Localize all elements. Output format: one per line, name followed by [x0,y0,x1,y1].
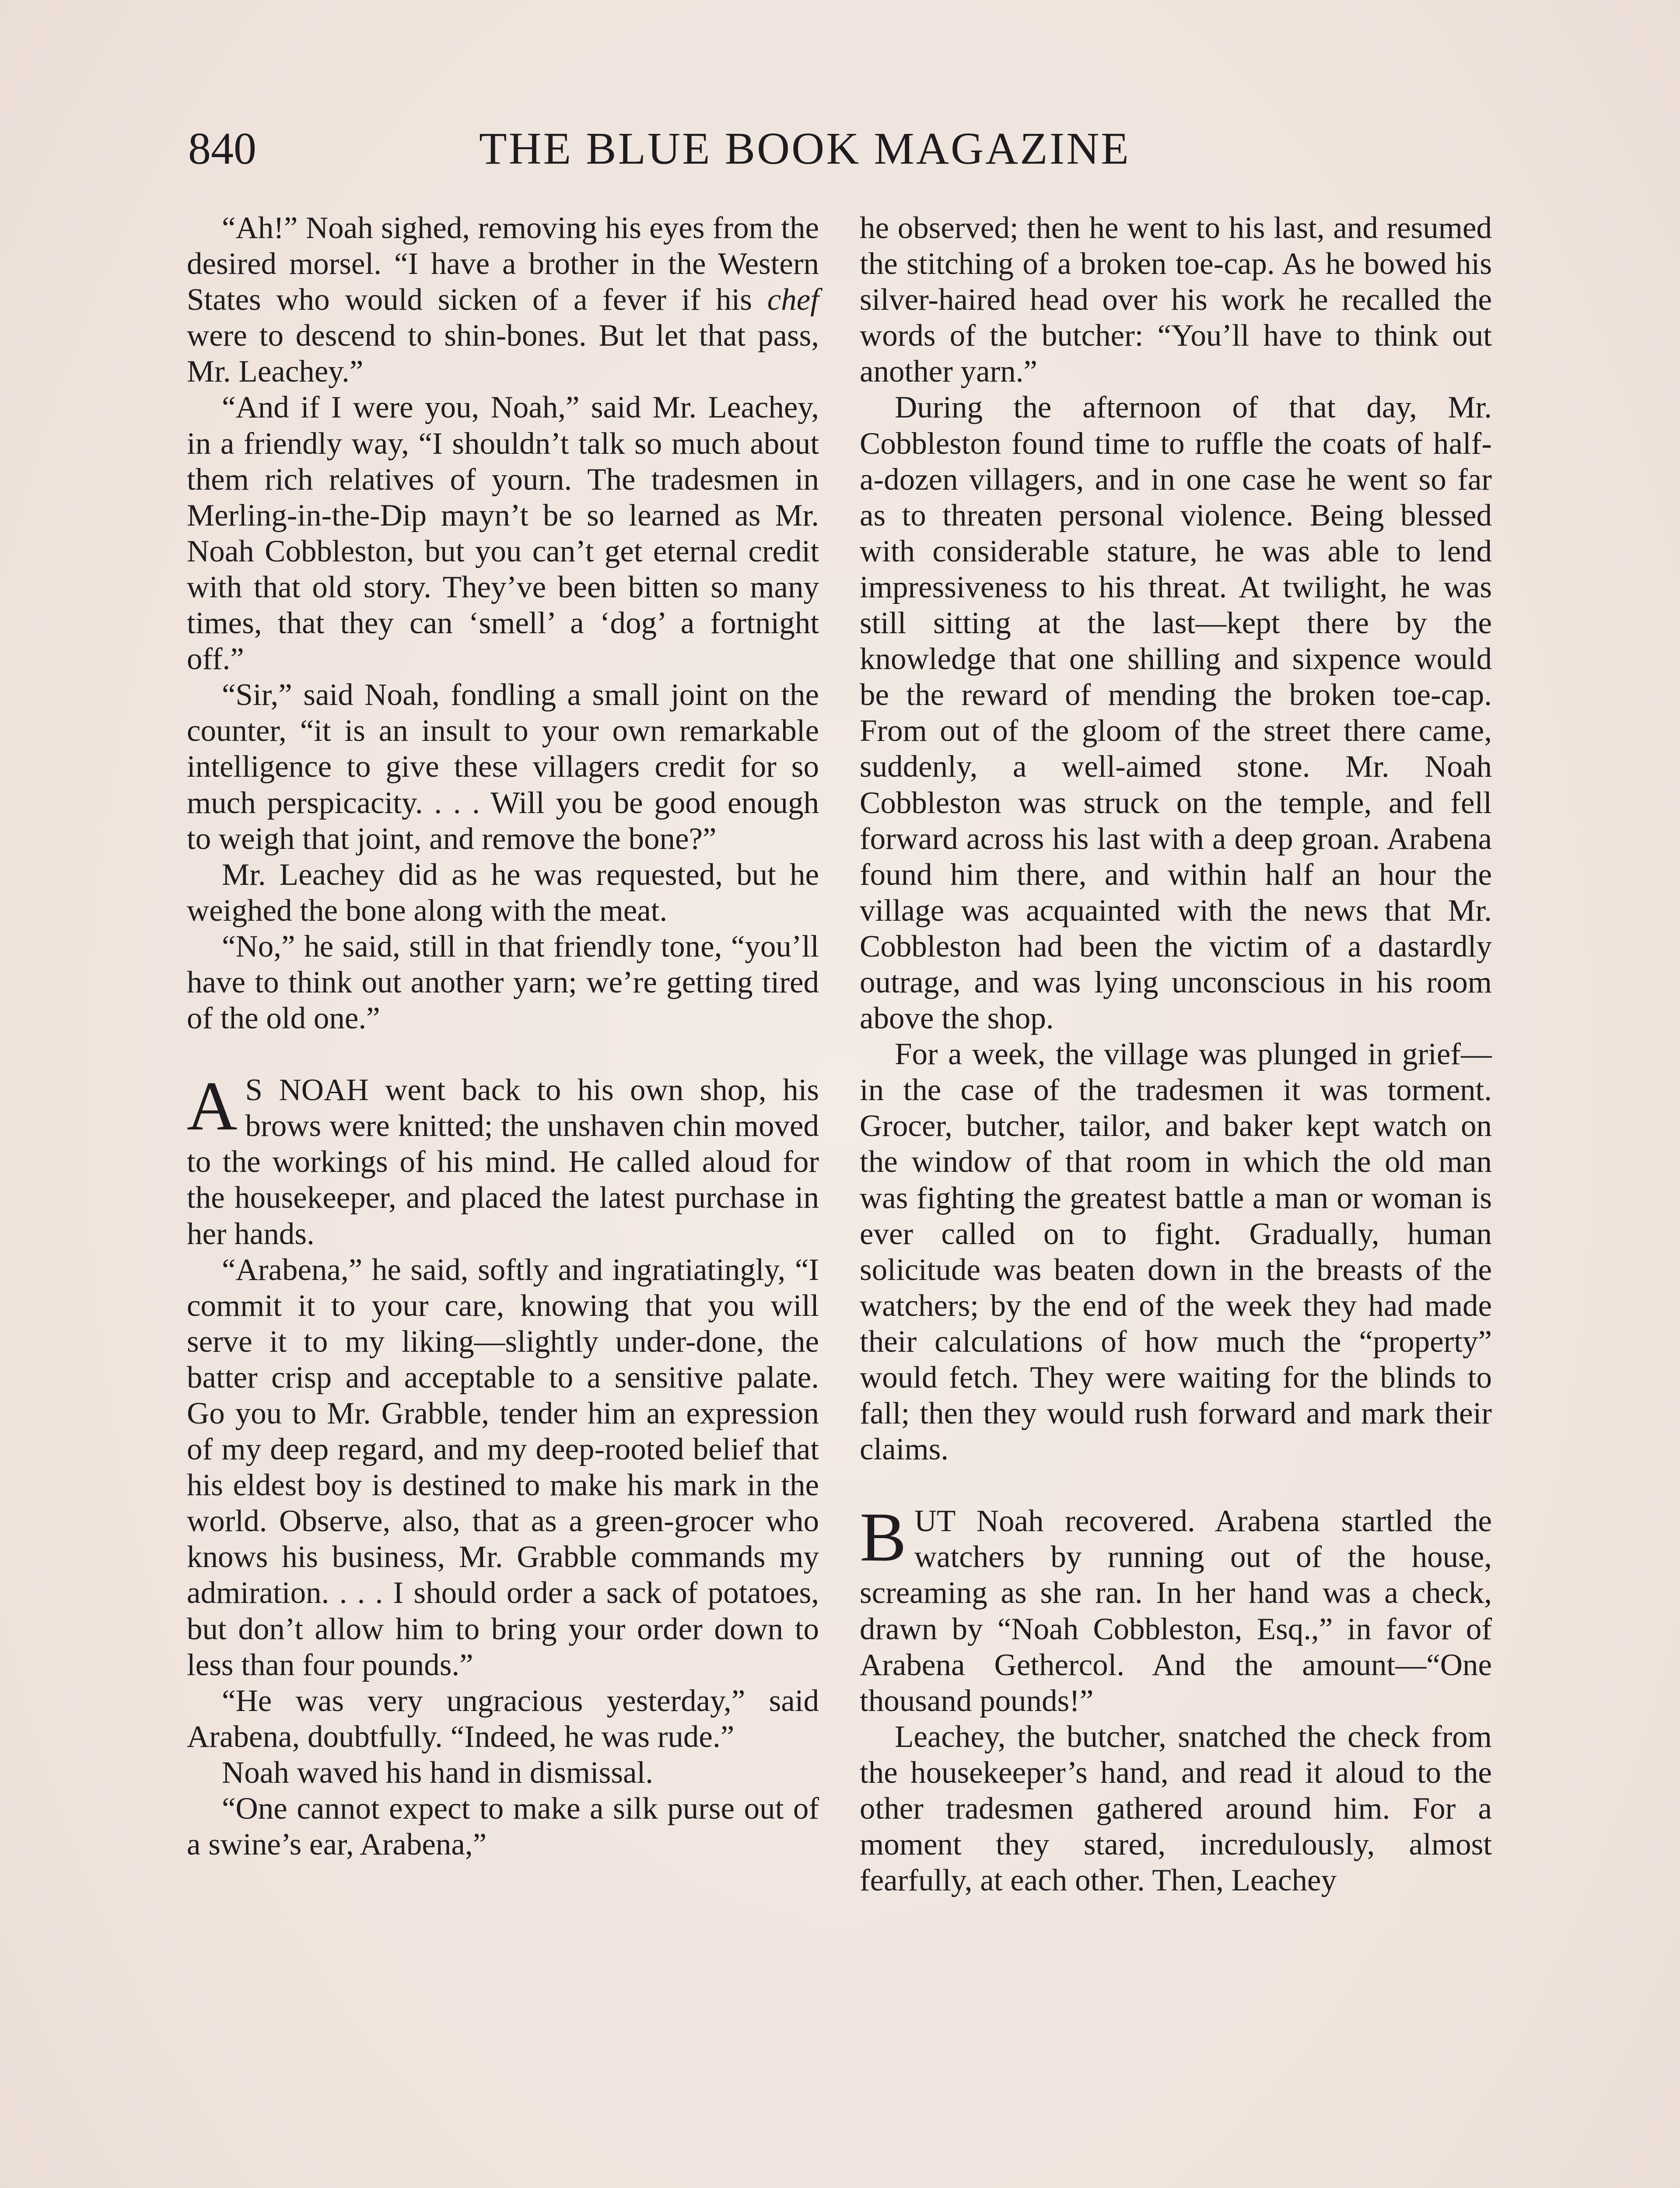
paragraph: “Sir,” said Noah, fondling a small joint on the counter, “it is an insult to your own remarkable intelligence to give these villagers credit for so much perspicacity. . . . Will you be good enough to weigh that joint, and remove the bone?” [187,678,819,856]
paragraph: “He was very ungracious yesterday,” said Arabena, doubtfully. “Indeed, he was rude.” [187,1683,819,1754]
paragraph-continued: he observed; then he went to his last, and resumed the stitching of a broken toe-cap. As he bowed his silver-haired head over his work he recalled the words of the butcher: “You’ll have to think out another yarn.” [860,211,1492,389]
paragraph: Leachey, the butcher, snatched the check from the housekeeper’s hand, and read it aloud to the other tradesmen gathered around him. For a moment they stared, incredulously, almost fearfully, at each other. Then, Leachey [860,1719,1492,1898]
paragraph: “One cannot expect to make a silk purse out of a swine’s ear, Arabena,” [187,1792,819,1862]
page-number: 840 [188,123,256,174]
left-column [187,210,819,1862]
italic-word: chef [767,283,819,317]
paragraph: During the afternoon of that day, Mr. Cobbleston found time to ruffle the coats of half-a-dozen villagers, and in one case he went so far as to threaten personal violence. Being blessed with considerable stature, he was able to lend impressiveness to his threat. At twilight, he was still sitting at the last—kept there by the knowledge that one shilling and sixpence would be the reward of mending the broken toe-cap. From out of the gloom of the street there came, suddenly, a well-aimed stone. Mr. Noah Cobbleston was struck on the temple, and fell forward across his last with a deep groan. Arabena found him there, and within half an hour the village was acquainted with the news that Mr. Cobbleston had been the victim of a dastardly outrage, and was lying unconscious in his room above the shop. [860,390,1492,1036]
paragraph: “And if I were you, Noah,” said Mr. Leachey, in a friendly way, “I shouldn’t talk so much about them rich relatives of yourn. The tradesmen in Merling-in-the-Dip mayn’t be so learned as Mr. Noah Cobbleston, but you can’t get eternal credit with that old story. They’ve been bitten so many times, that they can ‘smell’ a ‘dog’ a fortnight off.” [187,390,819,677]
running-title: THE BLUE BOOK MAGAZINE [479,123,1130,174]
section-opening-paragraph: A S NOAH went back to his own shop, his brows were knitted; the unshaven chin moved to the workings of his mind. He called aloud for the housekeeper, and placed the latest purchase in her hands. [187,1067,819,1251]
paragraph: Mr. Leachey did as he was requested, but he weighed the bone along with the meat. [187,857,819,928]
paragraph: Noah waved his hand in dismissal. [222,1755,653,1790]
paragraph: For a week, the village was plunged in grief—in the case of the tradesmen it was torment. Grocer, butcher, tailor, and baker kept watch on the window of that room in which the old man was fighting the greatest battle a man or woman is ever called on to fight. Gradually, human solicitude was beaten down in the breasts of the watchers; by the end of the week they had made their calculations of how much the “property” would fetch. They were waiting for the blinds to fall; then they would rush forward and mark their claims. [860,1037,1492,1467]
right-column [860,210,1492,1898]
paragraph: “Ah!” Noah sighed, removing his eyes from the desired morsel. “I have a brother in the Western States who would sicken of a fever if his chef were to descend to shin-bones. But let that pass, Mr. Leachey.” [187,211,819,389]
paragraph: “No,” he said, still in that friendly tone, “you’ll have to think out another yarn; we’re getting tired of the old one.” [187,929,819,1036]
drop-cap: A [187,1067,238,1145]
drop-cap: B [860,1498,906,1576]
small-caps-lead: UT [914,1504,956,1539]
section-opening-paragraph: BUT Noah recovered. Arabena startled the watchers by running out of the house, screaming as she ran. In her hand was a check, drawn by “Noah Cobbleston, Esq.,” in favor of Arabena Gethercol. And the amount—“One thousand pounds!” [860,1498,1492,1718]
small-caps-lead: S NOAH [245,1073,369,1108]
page-header [188,118,1199,179]
paragraph: “Arabena,” he said, softly and ingratiatingly, “I commit it to your care, knowing that you will serve it to my liking—slightly under-done, the batter crisp and acceptable to a sensitive palate. Go you to Mr. Grabble, tender him an expression of my deep regard, and my deep-rooted belief that his eldest boy is destined to make his mark in the world. Observe, also, that as a green-grocer who knows his business, Mr. Grabble commands my admiration. . . . I should order a sack of potatoes, but don’t allow him to bring your order down to less than four pounds.” [187,1252,819,1682]
